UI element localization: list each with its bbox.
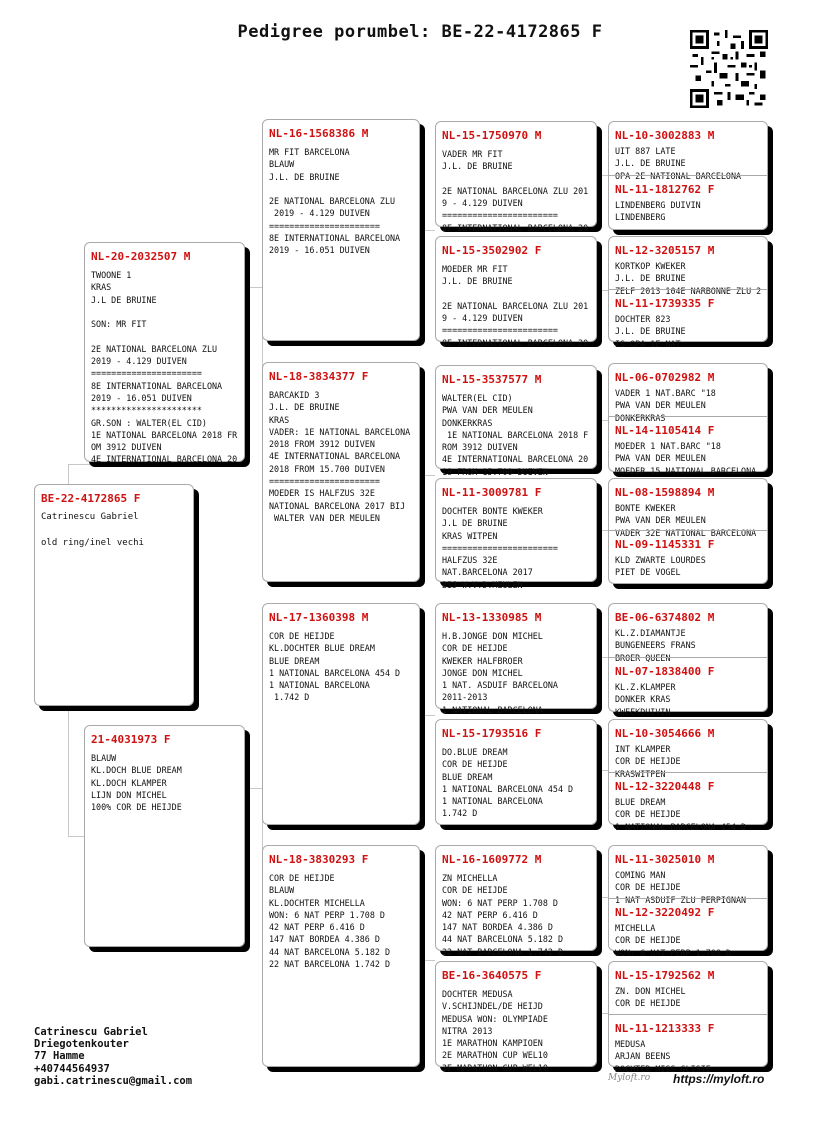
gen4-entry[interactable] (609, 962, 767, 1014)
owner-address-street: Driegotenkouter (34, 1038, 129, 1051)
gen4-entry[interactable] (609, 364, 767, 423)
pigeon-info: WALTER(EL CID) PWA VAN DER MEULEN DONKERKRAS 1E NATIONAL BARCELONA 2018 F ROM 3912 DUIVEN 4E INTERNATIONAL BARCELONA 20 18 FROM 15.700 DUIVEN (442, 393, 589, 477)
pigeon-info: VADER 1 NAT.BARC "18 PWA VAN DER MEULEN DONKERKRAS (615, 388, 716, 423)
gen4-pair-card (608, 363, 768, 476)
gen4-entry[interactable] (609, 604, 767, 663)
gen4-entry[interactable] (609, 846, 767, 905)
great-grandparent-card[interactable] (435, 961, 597, 1073)
ring-number: NL-12-3220492 F (615, 906, 715, 919)
connector-line (420, 475, 435, 476)
pigeon-info: VADER MR FIT J.L. DE BRUINE 2E NATIONAL BARCELONA ZLU 201 9 - 4.129 DUIVEN ======================= 8E INTERNATIONAL BARCELONA 20 (442, 149, 589, 233)
pigeon-info: COR DE HEIJDE KL.DOCHTER BLUE DREAM BLUE DREAM 1 NATIONAL BARCELONA 454 D 1 NATIONAL BARCELONA 1.742 D (269, 631, 401, 703)
great-grandparent-card[interactable] (435, 236, 597, 348)
pigeon-info: COR DE HEIJDE BLAUW KL.DOCHTER MICHELLA WON: 6 NAT PERP 1.708 D 42 NAT PERP 6.416 D 147 NAT BORDEA 4.386 D 44 NAT BARCELONA 5.182 D 22 NAT BARCELONA 1.742 D (269, 873, 391, 970)
ring-number: NL-11-1739335 F (615, 297, 715, 310)
gen4-pair-card (608, 478, 768, 584)
ring-number: NL-13-1330985 M (442, 611, 542, 624)
pigeon-info: MOEDER 1 NAT.BARC "18 PWA VAN DER MEULEN MOEDER 15 NATIONAL BARCELONA (615, 441, 757, 476)
page-title: Pedigree porumbel: BE-22-4172865 F (237, 22, 603, 42)
great-grandparent-card[interactable] (435, 603, 597, 715)
pigeon-info: MEDUSA ARJAN BEENS DOCHTER MISS GLISIE (615, 1039, 711, 1074)
ring-number: NL-07-1838400 F (615, 665, 715, 678)
grandparent-card[interactable] (262, 603, 420, 825)
connector-line (245, 287, 263, 288)
gen4-entry[interactable] (609, 122, 767, 181)
great-grandparent-card[interactable] (435, 719, 597, 825)
pigeon-info: TWOONE 1 KRAS J.L DE BRUINE SON: MR FIT 2E NATIONAL BARCELONA ZLU 2019 - 4.129 DUIVEN ====================== 8E INTERNATIONAL BARCELONA 2019 - 16.051 DUIVEN ********************** GR.SON : WALTER(EL CID) 1E NATIONAL BARCELONA 2018 FR OM 3912 DUIVEN 4E INTERNATIONAL BARCELONA 20 (91, 270, 238, 465)
ring-number: NL-15-3502902 F (442, 244, 542, 257)
pigeon-info: MR FIT BARCELONA BLAUW J.L. DE BRUINE 2E NATIONAL BARCELONA ZLU 2019 - 4.129 DUIVEN ====================== 8E INTERNATIONAL BARCELONA 2019 - 16.051 DUIVEN (269, 147, 401, 256)
ring-number: NL-20-2032507 M (91, 250, 191, 263)
pigeon-info: INT KLAMPER COR DE HEIJDE KRASWITPEN (615, 744, 681, 779)
qr-code-icon (690, 30, 768, 108)
ring-number: NL-16-1609772 M (442, 853, 542, 866)
pigeon-info: BLAUW KL.DOCH BLUE DREAM KL.DOCH KLAMPER LIJN DON MICHEL 100% COR DE HEIJDE (91, 753, 182, 813)
connector-line (68, 464, 69, 486)
ring-number: NL-11-1213333 F (615, 1022, 715, 1035)
ring-number: NL-15-1793516 F (442, 727, 542, 740)
gen4-entry[interactable] (609, 479, 767, 538)
pigeon-info: KLD ZWARTE LOURDES PIET DE VOGEL (615, 555, 706, 578)
great-grandparent-card[interactable] (435, 121, 597, 233)
ring-number: NL-11-3009781 F (442, 486, 542, 499)
connector-line (420, 230, 435, 231)
gen4-entry[interactable] (609, 1014, 767, 1074)
pigeon-info: KORTKOP KWEKER J.L. DE BRUINE ZELF 2013 104E NARBONNE ZLU 2 (615, 261, 762, 296)
ring-number: NL-08-1598894 M (615, 486, 715, 499)
ring-number: NL-18-3834377 F (269, 370, 369, 383)
ring-number: NL-11-3025010 M (615, 853, 715, 866)
dam-card[interactable] (84, 725, 245, 947)
pigeon-info: BONTE KWEKER PWA VAN DER MEULEN VADER 32E NATIONAL BARCELONA (615, 503, 757, 538)
connector-line (245, 788, 263, 789)
pigeon-info: ZN. DON MICHEL COR DE HEIJDE (615, 986, 686, 1009)
pigeon-info: MICHELLA COR DE HEIJDE WON: 6 NAT PERP 1.708 D (615, 923, 731, 958)
gen4-pair-card (608, 845, 768, 958)
gen4-entry[interactable] (609, 720, 767, 779)
owner-contact (34, 1026, 192, 1087)
ring-number: NL-12-3220448 F (615, 780, 715, 793)
subject-card[interactable] (34, 484, 194, 706)
grandparent-card[interactable] (262, 845, 420, 1067)
ring-number: NL-10-3002883 M (615, 129, 715, 142)
ring-number: BE-22-4172865 F (41, 492, 141, 505)
ring-number: BE-06-6374802 M (615, 611, 715, 624)
pigeon-info: UIT 887 LATE J.L. DE BRUINE OPA 2E NATIONAL BARCELONA (615, 146, 742, 181)
ring-number: NL-14-1105414 F (615, 424, 715, 437)
myloft-logo: Myloft.ro (608, 1073, 651, 1083)
great-grandparent-card[interactable] (435, 845, 597, 957)
owner-email[interactable]: gabi.catrinescu@gmail.com (34, 1074, 193, 1087)
gen4-entry[interactable] (609, 175, 767, 232)
owner-name: Catrinescu Gabriel (34, 1026, 148, 1038)
great-grandparent-card[interactable] (435, 365, 597, 477)
grandparent-card[interactable] (262, 119, 420, 341)
great-grandparent-card[interactable] (435, 478, 597, 590)
pigeon-info: KL.Z.KLAMPER DONKER KRAS KWEEKDUIVIN (615, 682, 676, 717)
pigeon-info: DOCHTER 823 J.L. DE BRUINE IS OPA 1E NAT (615, 314, 686, 349)
owner-phone: +40744564937 (34, 1062, 110, 1075)
ring-number: NL-18-3830293 F (269, 853, 369, 866)
gen4-pair-card (608, 236, 768, 349)
pigeon-info: BARCAKID 3 J.L. DE BRUINE KRAS VADER: 1E NATIONAL BARCELONA 2018 FROM 3912 DUIVEN 4E INTERNATIONAL BARCELONA 2018 FROM 15.700 DUIVEN ====================== MOEDER IS HALFZUS 32E NATIONAL BARCELONA 2017 BIJ WALTER VAN DER MEULEN (269, 390, 411, 523)
site-link[interactable]: https://myloft.ro (673, 1072, 765, 1086)
gen4-pair-card (608, 961, 768, 1074)
ring-number: NL-11-1812762 F (615, 183, 715, 196)
pigeon-info: MOEDER MR FIT J.L. DE BRUINE 2E NATIONAL BARCELONA ZLU 201 9 - 4.129 DUIVEN ======================= 8E INTERNATIONAL BARCELONA 20 (442, 264, 589, 348)
connector-line (68, 706, 69, 836)
pigeon-info: KL.Z.DIAMANTJE BUNGENEERS FRANS BROER QUEEN (615, 628, 696, 663)
ring-number: NL-12-3205157 M (615, 244, 715, 257)
gen4-entry[interactable] (609, 898, 767, 958)
ring-number: NL-15-1792562 M (615, 969, 715, 982)
pigeon-info: DOCHTER BONTE KWEKER J.L DE BRUINE KRAS WITPEN ======================= HALFZUS 32E NAT.BARCELONA 2017 BIJ W.V.D.MEULEN (442, 506, 558, 590)
pigeon-info: BLUE DREAM COR DE HEIJDE 1 NATIONAL BARCELONA 454 D (615, 797, 747, 832)
pigeon-info: DO.BLUE DREAM COR DE HEIJDE BLUE DREAM 1 NATIONAL BARCELONA 454 D 1 NATIONAL BARCELONA 1.742 D (442, 747, 574, 819)
connector-line (420, 960, 435, 961)
gen4-entry[interactable] (609, 289, 767, 349)
gen4-pair-card (608, 603, 768, 717)
gen4-entry[interactable] (609, 237, 767, 296)
gen4-pair-card (608, 121, 768, 230)
owner-address-city: 77 Hamme (34, 1050, 85, 1063)
ring-number: NL-06-0702982 M (615, 371, 715, 384)
gen4-entry[interactable] (609, 530, 767, 586)
pigeon-info: DOCHTER MEDUSA V.SCHIJNDEL/DE HEIJD MEDUSA WON: OLYMPIADE NITRA 2013 1E MARATHON KAMPIOEN 2E MARATHON CUP WEL10 3E MARATHON CUP WEL10 (442, 989, 548, 1073)
gen4-pair-card (608, 719, 768, 832)
pigeon-info: LINDENBERG DUIVIN LINDENBERG (615, 200, 701, 223)
gen4-entry[interactable] (609, 657, 767, 717)
pigeon-info: Catrinescu Gabriel old ring/inel vechi (41, 512, 144, 548)
gen4-entry[interactable] (609, 772, 767, 832)
ring-number: BE-16-3640575 F (442, 969, 542, 982)
sire-card[interactable] (84, 242, 245, 465)
ring-number: NL-15-1750970 M (442, 129, 542, 142)
pigeon-info: ZN MICHELLA COR DE HEIJDE WON: 6 NAT PERP 1.708 D 42 NAT PERP 6.416 D 147 NAT BORDEA 4.386 D 44 NAT BARCELONA 5.182 D 22 NAT BARCELONA 1.742 D (442, 873, 564, 957)
ring-number: NL-15-3537577 M (442, 373, 542, 386)
ring-number: NL-16-1568386 M (269, 127, 369, 140)
connector-line (420, 715, 435, 716)
ring-number: NL-10-3054666 M (615, 727, 715, 740)
pigeon-info: H.B.JONGE DON MICHEL COR DE HEIJDE KWEKER HALFBROER JONGE DON MICHEL 1 NAT. ASDUIF BARCELONA 2011-2013 1 NATIONAL BARCELONA (442, 631, 558, 715)
ring-number: 21-4031973 F (91, 733, 171, 746)
gen4-entry[interactable] (609, 416, 767, 474)
grandparent-card[interactable] (262, 362, 420, 582)
ring-number: NL-09-1145331 F (615, 538, 715, 551)
ring-number: NL-17-1360398 M (269, 611, 369, 624)
pigeon-info: COMING MAN COR DE HEIJDE 1 NAT ASDUIF ZLU PERPIGNAN (615, 870, 747, 905)
